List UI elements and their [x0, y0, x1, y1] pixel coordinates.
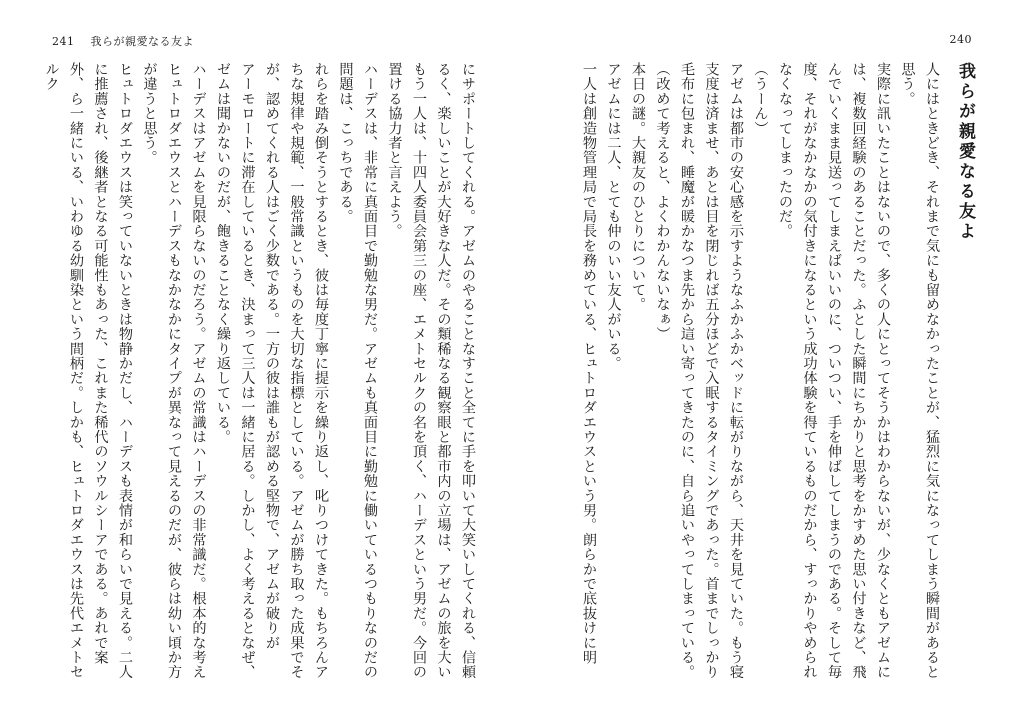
paragraph: ヒュトロダエウスとハーデスもなかなかにタイプが異なって見えるのだが、彼らは幼い頃か方が違うと思う。: [141, 62, 182, 680]
paragraph: ヒュトロダエウスは笑っていないときは物静かだし、ハーデスも表情が和らいで見える。二人に推薦され、後継者となる可能性もあった、これまた稀代のソウルシーアである。あれで案外、ら一緒にいる、いわゆる幼馴染という間柄だ。しかも、ヒュトロダエウスは先代エメトセルク: [43, 62, 133, 680]
paragraph: ハーデスは、非常に真面目で勤勉な男だ。アゼムも真面目に勤勉に働いているつもりなのだの問題は、こっちである。: [337, 62, 378, 680]
paragraph: （うーん）: [752, 62, 769, 136]
paragraph: 実際に訊いたことはないので、多くの人にとってそうかはわからないが、少なくともアゼムには、複数回経験のあることだった。ふとした瞬間にちかりと思考をかすめた思い付きなど、飛んでいくまま見送ってしまえばいいのに、ついつい、手を伸ばしてしまうのである。そして毎度、それがなかなかの気付きになるという成功体験を得ているものだから、すっかりやめられなくなってしまったのだ。: [777, 62, 891, 680]
paragraph: にサポートしてくれる。アゼムのやることなすこと全てに手を叩いて大笑いしてくれる、信頼るく、楽しいことが大好きな人だ。その類稀なる観察眼と都市内の立場は、アゼムの旅を大い: [435, 62, 476, 680]
paragraph: アーモロートに滞在しているとき、決まって三人は一緒に居る。しかし、よく考えるとなぜ、ゼムは聞かないのだが、飽きることなく繰り返している。: [215, 62, 256, 680]
right-page-header: [950, 33, 973, 46]
chapter-title: 我らが親愛なる友よ: [955, 62, 975, 242]
paragraph: もう一人は、十四人委員会第三の座、エメトセルクの名を頂く、ハーデスという男だ。今回の置ける協力者と言えよう。: [386, 62, 427, 680]
paragraph: れらを踏み倒そうとするとき、彼は毎度丁寧に提示を繰り返し、叱りつけてきた。もちろんアちな規律や規範、一般常識というものを大切な指標としている。アゼムが勝ち取った成果でそが、認めてくれる人はごく少数である。一方の彼は誰もが認める堅物で、アゼムが破りが: [264, 62, 329, 680]
paragraph: ハーデスはアゼムを見限らないのだろう。アゼムの常識はハーデスの非常識だ。根本的な考え: [190, 62, 207, 680]
paragraph: 人にはときどき、それまで気にも留めなかったことが、猛烈に気になってしまう瞬間があると思う。: [899, 62, 940, 680]
paragraph: （改めて考えると、よくわかんないなぁ）: [654, 62, 671, 342]
page-number-left: 241: [52, 35, 75, 48]
running-title: 我らが親愛なる友よ: [90, 35, 194, 48]
page-number-right: 240: [949, 33, 972, 46]
paragraph: 一人は創造物管理局で局長を務めている、ヒュトロダエウスという男。朗らかで底抜けに明: [581, 62, 597, 665]
paragraph: アゼムには二人、とても仲のいい友人がいる。: [605, 62, 622, 371]
left-page-header: [52, 33, 194, 49]
left-page-body: [20, 62, 480, 692]
paragraph: 本日の謎。大親友のひとりについて。: [630, 62, 646, 312]
right-page-body: [581, 62, 944, 692]
paragraph: アゼムは都市の安心感を示すようなふかふかベッドに転がりながら、天井を見ていた。もう寝支度は済ませ、あとは目を閉じれば五分ほどで入眠するタイミングであった。首までしっかり毛布に包まれ、睡魔が暖かなつま先から這い寄ってきたのに、自ら追いやってしまっている。: [679, 62, 744, 680]
right-page: [512, 0, 1024, 722]
